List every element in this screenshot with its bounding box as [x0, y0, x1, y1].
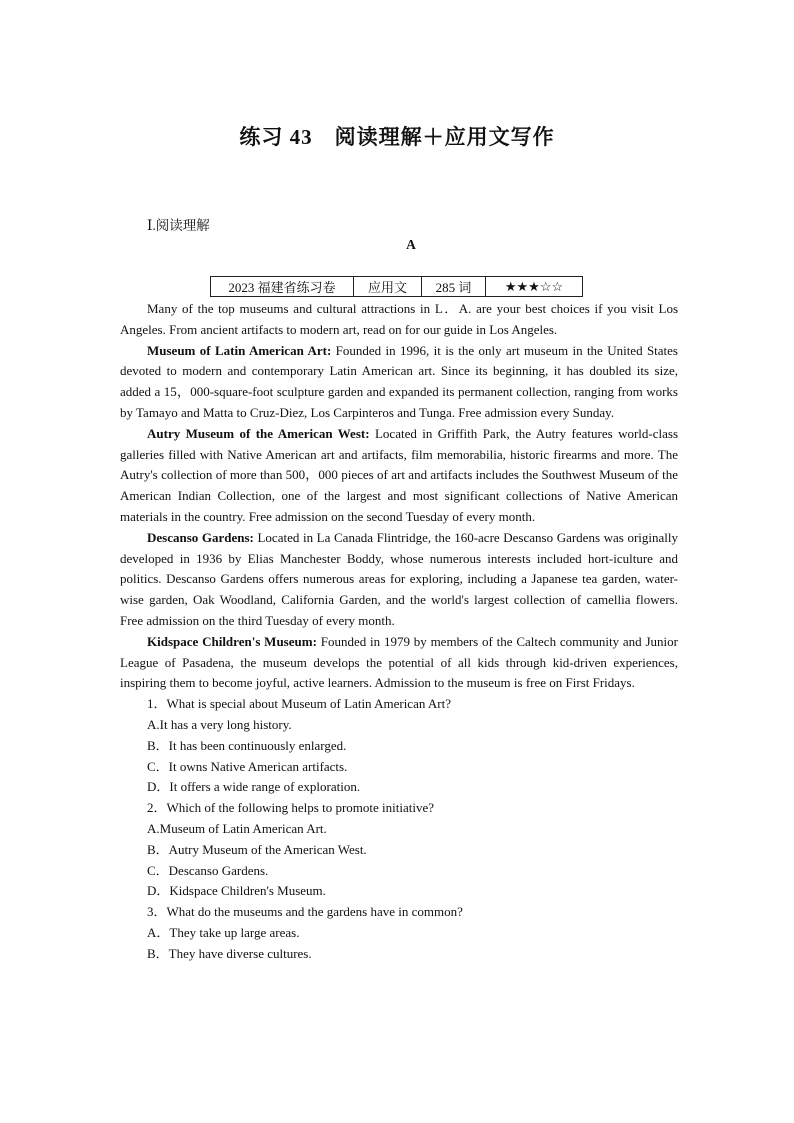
passage-item: [120, 341, 678, 424]
answer-option: B．Autry Museum of the American West.: [147, 841, 367, 857]
answer-option: C．Descanso Gardens.: [147, 862, 269, 878]
section-heading: Ⅰ.阅读理解: [147, 218, 210, 233]
answer-option: C．It owns Native American artifacts.: [147, 758, 348, 774]
answer-option: A．They take up large areas.: [147, 924, 300, 940]
passage-item: [120, 632, 678, 694]
answer-option: A.It has a very long history.: [147, 716, 292, 732]
passage-item: [120, 528, 678, 632]
question-stem: 3．What do the museums and the gardens have in common?: [147, 904, 463, 920]
answer-option: D．It offers a wide range of exploration.: [147, 779, 361, 795]
genre-cell: 应用文: [354, 277, 422, 297]
item-heading: Autry Museum of the American West:: [147, 425, 370, 441]
item-text: Located in Griffith Park, the Autry features world-class galleries filled with Native American art and artifacts, film memorabilia, historic firearms and more. The Autry's collection of more than 500，000 pieces of art and artifacts includes the Southwest Museum of the American Indian Collection, one of the largest and most significant collections of Native American materials in the country. Free admission on the second Tuesday of every month.: [120, 425, 679, 524]
passage-item: [120, 424, 678, 528]
source-cell: 2023 福建省练习卷: [211, 277, 354, 297]
difficulty-cell: ★★★☆☆: [486, 277, 583, 297]
item-text: Founded in 1979 by members of the Caltech community and Junior League of Pasadena, the museum develops the potential of all kids through kid-driven experiences, inspiring them to become joyful, active learners. Admission to the museum is free on First Fridays.: [120, 633, 678, 691]
answer-option: D．Kidspace Children's Museum.: [147, 883, 326, 899]
question-stem: 2．Which of the following helps to promote initiative?: [147, 800, 435, 816]
item-heading: Museum of Latin American Art:: [147, 342, 332, 358]
item-heading: Descanso Gardens:: [147, 529, 254, 545]
passage-label: A: [406, 237, 416, 252]
item-text: Located in La Canada Flintridge, the 160-acre Descanso Gardens was originally developed in 1936 by Elias Manchester Boddy, whose numerous interests included hort-iculture and politics. Descanso Gardens offers numerous areas for exploring, including a Japanese tea garden, water-wise garden, Oak Woodland, California Garden, and the world's largest collection of camellia flowers. Free admission on the third Tuesday of every month.: [120, 529, 678, 628]
passage-intro: Many of the top museums and cultural attractions in L．A. are your best choices if you visit Los Angeles. From ancient artifacts to modern art, read on for our guide in Los Angeles.: [120, 301, 678, 337]
word-count-cell: 285 词: [422, 277, 486, 297]
page-title: 练习 43 阅读理解＋应用文写作: [239, 125, 555, 149]
answer-option: B．They have diverse cultures.: [147, 945, 312, 961]
item-heading: Kidspace Children's Museum:: [147, 633, 317, 649]
item-text: Founded in 1996, it is the only art museum in the United States devoted to modern and contemporary Latin American art. Since its beginning, it has doubled its size, added a 15，000-square-foot sculpture garden and expanded its permanent collection, ranging from works by Tamayo and Matta to Cruz-Diez, Los Carpinteros and Tunga. Free admission every Sunday.: [120, 342, 678, 420]
answer-option: A.Museum of Latin American Art.: [147, 820, 327, 836]
passage-body: [120, 299, 678, 965]
question-stem: 1．What is special about Museum of Latin American Art?: [147, 696, 451, 712]
passage-info-table: [210, 276, 583, 297]
answer-option: B．It has been continuously enlarged.: [147, 737, 347, 753]
